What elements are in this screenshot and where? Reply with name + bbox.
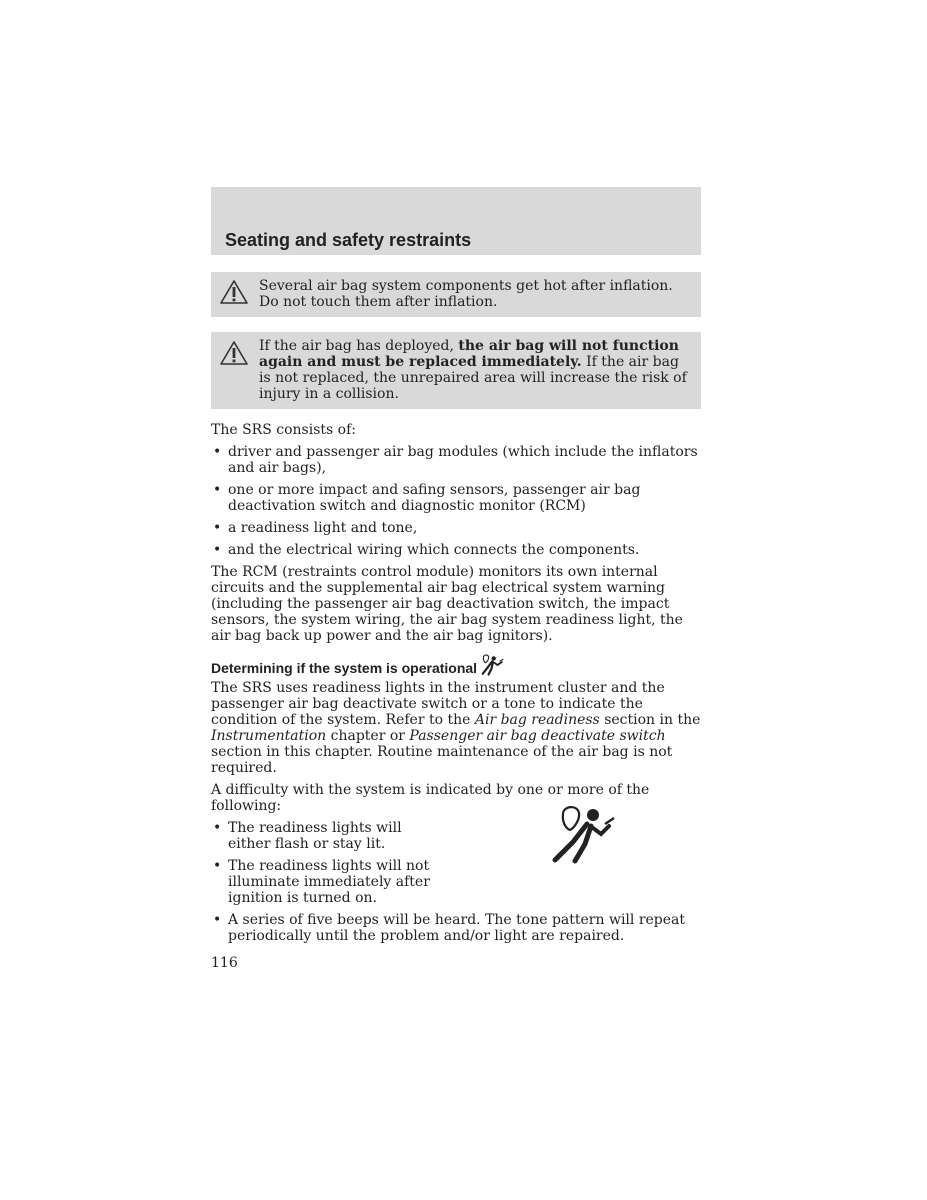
list-item: • A series of five beeps will be heard. The tone pattern will repeat periodically until the problem and/or light are repaired. bbox=[211, 912, 701, 944]
main-content bbox=[211, 422, 701, 950]
warning-triangle-icon bbox=[219, 340, 249, 366]
section-header bbox=[211, 187, 701, 255]
list-item: • and the electrical wiring which connects the components. bbox=[211, 542, 701, 558]
warning-text bbox=[217, 338, 693, 402]
warning-triangle-icon bbox=[219, 279, 249, 305]
srs-component-list bbox=[211, 444, 701, 558]
warning-box-deployed bbox=[211, 332, 701, 409]
reference-air-bag-readiness: Air bag readiness bbox=[474, 712, 600, 728]
operational-text: chapter or bbox=[326, 728, 410, 744]
list-item: • The readiness lights will either flash or stay lit. bbox=[211, 820, 438, 852]
operational-text: section in this chapter. Routine maintenance of the air bag is not required. bbox=[211, 744, 673, 776]
operational-heading-text: Determining if the system is operational bbox=[211, 660, 478, 676]
list-item: • The readiness lights will not illuminate immediately after ignition is turned on. bbox=[211, 858, 438, 906]
list-item: • a readiness light and tone, bbox=[211, 520, 701, 536]
warning-text-bold: the air bag will not function again and must be replaced immediately. bbox=[259, 338, 679, 370]
airbag-readiness-icon bbox=[481, 654, 505, 676]
operational-paragraph bbox=[211, 680, 701, 776]
list-item: • one or more impact and safing sensors, passenger air bag deactivation switch and diagnostic monitor (RCM) bbox=[211, 482, 701, 514]
operational-text: section in the bbox=[599, 712, 701, 728]
airbag-readiness-icon bbox=[551, 804, 615, 864]
operational-heading bbox=[211, 654, 701, 676]
list-item: • driver and passenger air bag modules (which include the inflators and air bags), bbox=[211, 444, 701, 476]
srs-intro: The SRS consists of: bbox=[211, 422, 356, 438]
warning-box-hot-components bbox=[211, 272, 701, 317]
difficulty-list-cont bbox=[211, 912, 701, 944]
difficulty-intro: A difficulty with the system is indicated by one or more of the following: bbox=[211, 782, 650, 814]
rcm-paragraph: The RCM (restraints control module) monitors its own internal circuits and the supplemental air bag electrical system warning (including the passenger air bag deactivation switch, the impact sensors, the system wiring, the air bag system readiness light, the air bag back up power and the air bag ignitors). bbox=[211, 564, 683, 644]
warning-text-post: If the air bag is not replaced, the unrepaired area will increase the risk of injury in a collision. bbox=[259, 354, 687, 402]
difficulty-list bbox=[211, 820, 701, 906]
reference-instrumentation: Instrumentation bbox=[211, 728, 327, 744]
section-title: Seating and safety restraints bbox=[225, 230, 472, 250]
reference-deactivate-switch: Passenger air bag deactivate switch bbox=[409, 728, 666, 744]
operational-text: The SRS uses readiness lights in the instrument cluster and the passenger air bag deactivate switch or a tone to indicate the condition of the system. Refer to the bbox=[211, 680, 665, 728]
warning-text-pre: If the air bag has deployed, bbox=[259, 338, 459, 354]
warning-text: Several air bag system components get hot after inflation. Do not touch them after inflation. bbox=[259, 278, 673, 310]
page-number: 116 bbox=[211, 955, 238, 971]
